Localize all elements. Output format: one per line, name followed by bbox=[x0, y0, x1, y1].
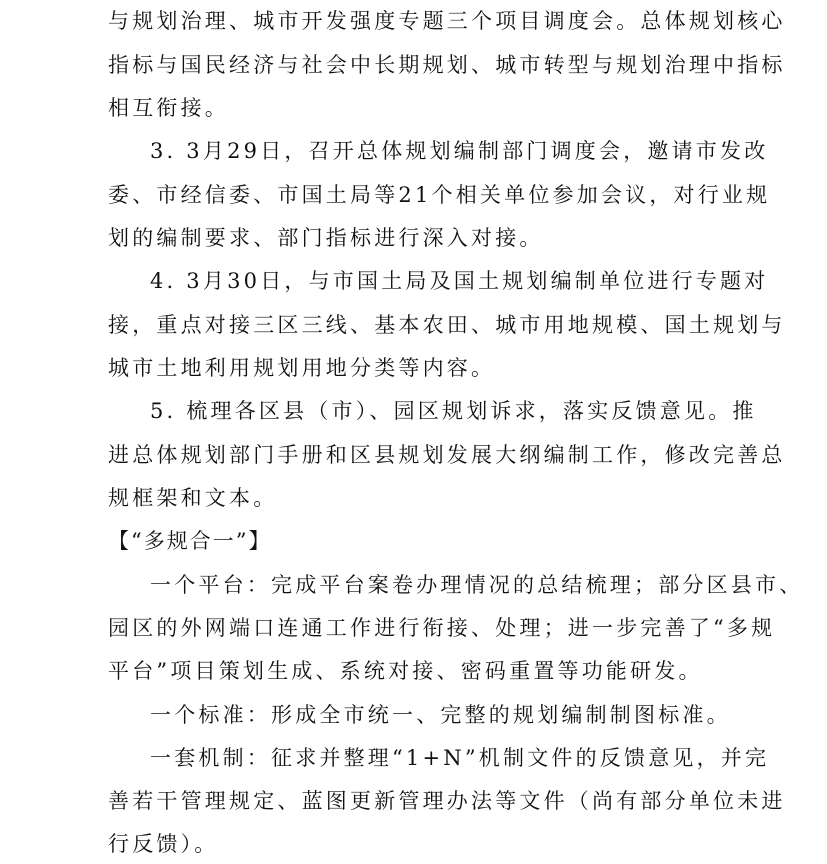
text-line: 一套机制：征求并整理“1+N”机制文件的反馈意见，并完 bbox=[150, 746, 770, 770]
text-line: 进总体规划部门手册和区县规划发展大纲编制工作，修改完善总 bbox=[108, 443, 786, 467]
text-line: 规框架和文本。 bbox=[108, 486, 278, 510]
text-line: 园区的外网端口连通工作进行衔接、处理；进一步完善了“多规 bbox=[108, 616, 776, 640]
text-line: 接，重点对接三区三线、基本农田、城市用地规模、国土规划与 bbox=[108, 313, 786, 337]
text-line: 指标与国民经济与社会中长期规划、城市转型与规划治理中指标 bbox=[108, 53, 786, 77]
text-line: 平台”项目策划生成、系统对接、密码重置等功能研发。 bbox=[108, 659, 703, 683]
text-line: 一个标准：形成全市统一、完整的规划编制制图标准。 bbox=[150, 703, 731, 727]
text-line: 城市土地利用规划用地分类等内容。 bbox=[108, 356, 496, 380]
text-line: 相互衔接。 bbox=[108, 96, 229, 120]
text-line: 行反馈）。 bbox=[108, 832, 219, 856]
text-line: 委、市经信委、市国土局等21个相关单位参加会议，对行业规 bbox=[108, 183, 771, 207]
section-heading: 【“多规合一”】 bbox=[108, 529, 272, 553]
text-line: 一个平台：完成平台案卷办理情况的总结梳理；部分区县市、 bbox=[150, 573, 804, 597]
text-line: 划的编制要求、部门指标进行深入对接。 bbox=[108, 226, 544, 250]
text-line: 善若干管理规定、蓝图更新管理办法等文件（尚有部分单位未进 bbox=[108, 789, 786, 813]
text-line: 4. 3月30日，与市国土局及国土规划编制单位进行专题对 bbox=[150, 269, 769, 293]
text-line: 3. 3月29日，召开总体规划编制部门调度会，邀请市发改 bbox=[150, 139, 769, 163]
text-line: 与规划治理、城市开发强度专题三个项目调度会。总体规划核心 bbox=[108, 9, 786, 33]
text-line: 5. 梳理各区县（市）、园区规划诉求，落实反馈意见。推 bbox=[150, 399, 757, 423]
